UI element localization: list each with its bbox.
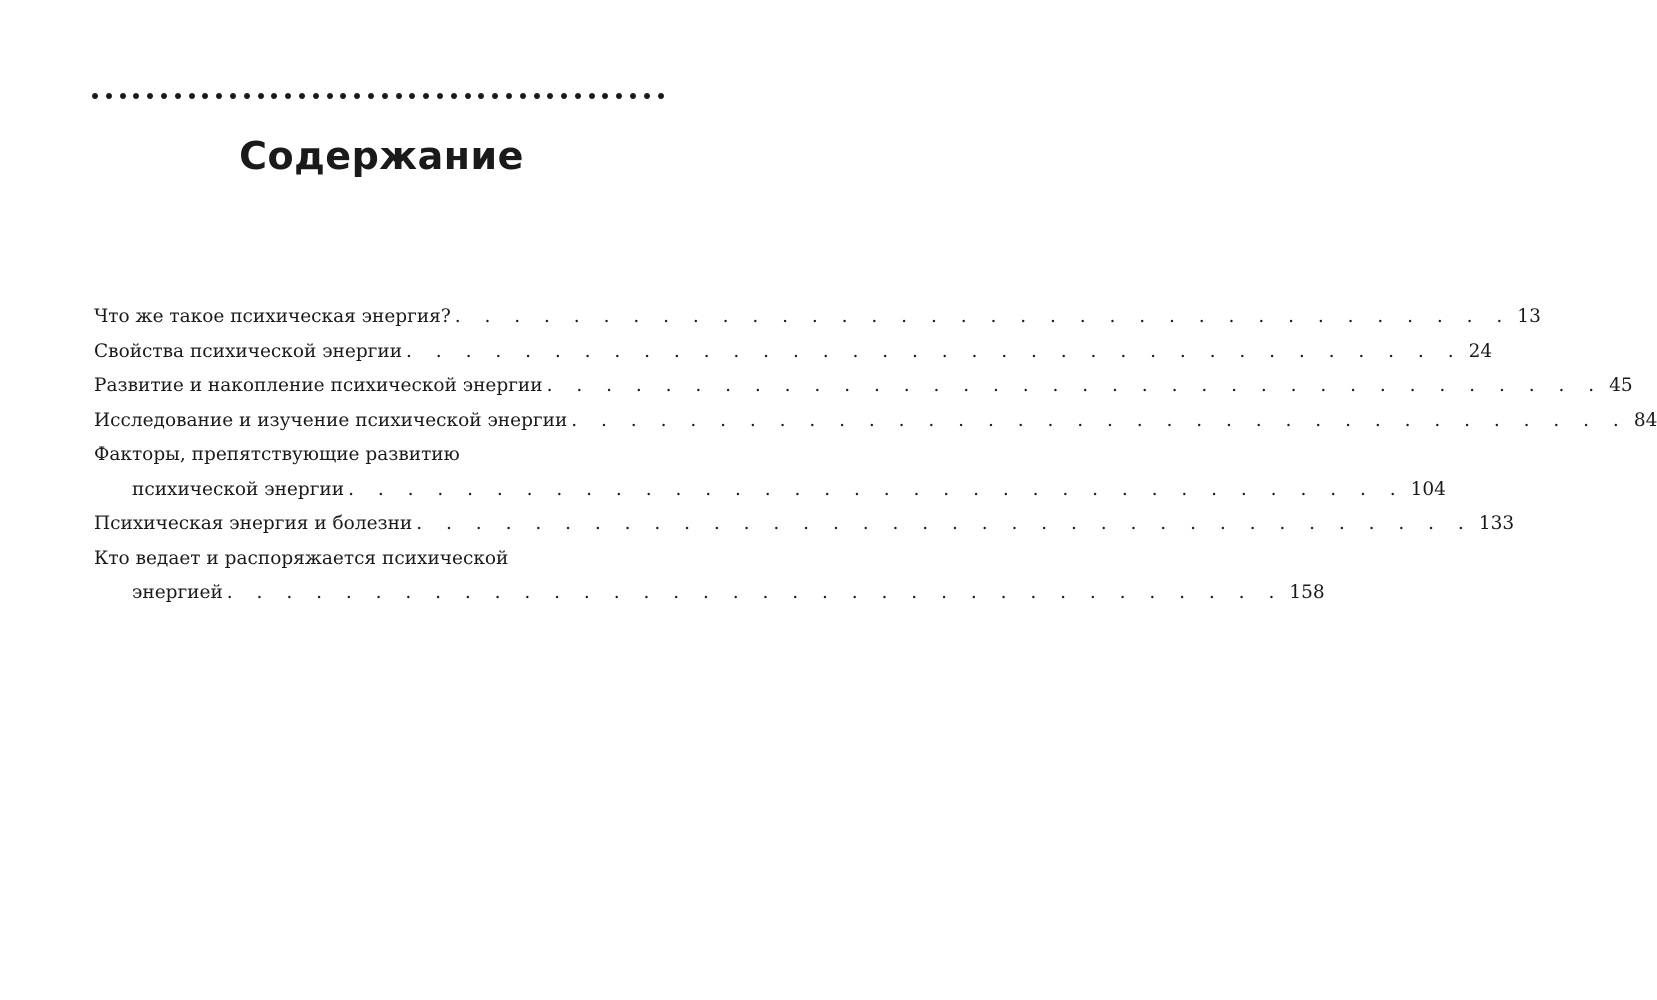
toc-leader-dots: . . . . . . . . . . . . . . . . . . . . . . . . . . . . . . . . . . . . xyxy=(416,513,1473,534)
toc-entry-title: Свойства психической энергии xyxy=(94,340,403,362)
toc-page-number: 158 xyxy=(1289,582,1325,603)
toc-entry-title: Что же такое психическая энергия? xyxy=(94,306,451,327)
toc-entry-title: Факторы, препятствующие развитию xyxy=(94,444,460,465)
toc-entry xyxy=(94,335,1493,370)
decorative-dot-rule xyxy=(92,89,664,103)
toc-page-number: 104 xyxy=(1410,478,1446,500)
toc-leader-dots: . . . . . . . . . . . . . . . . . . . . . . . . . . . . . . . . . . . . xyxy=(406,340,1463,362)
toc-entry xyxy=(94,438,662,473)
toc-entry-continuation xyxy=(94,576,1325,611)
toc-entry-title: Кто ведает и распоряжается психической xyxy=(94,547,509,569)
table-of-contents xyxy=(94,300,1657,611)
toc-entry xyxy=(94,542,662,577)
toc-entry-title-continued: психической энергии xyxy=(132,478,345,500)
toc-entry xyxy=(94,369,1633,404)
toc-page-number: 24 xyxy=(1468,340,1493,362)
toc-entry-title: Развитие и накопление психической энергии xyxy=(94,375,543,396)
toc-page-number: 13 xyxy=(1517,306,1541,327)
toc-entry-continuation xyxy=(94,473,1446,508)
toc-entry-title: Психическая энергия и болезни xyxy=(94,513,413,534)
toc-leader-dots: . . . . . . . . . . . . . . . . . . . . . . . . . . . . . . . . . . . . xyxy=(348,478,1405,500)
toc-page-number: 133 xyxy=(1478,513,1515,534)
toc-entry xyxy=(94,300,1541,335)
toc-leader-dots: . . . . . . . . . . . . . . . . . . . . . . . . . . . . . . . . . . . . xyxy=(546,375,1604,396)
toc-entry xyxy=(94,404,1657,439)
toc-leader-dots: . . . . . . . . . . . . . . . . . . . . . . . . . . . . . . . . . . . . xyxy=(571,409,1628,431)
page-title: Содержание xyxy=(239,134,524,178)
toc-page-number: 84 xyxy=(1633,409,1657,431)
toc-entry xyxy=(94,507,1515,542)
toc-page-number: 45 xyxy=(1609,375,1633,396)
toc-entry-title-continued: энергией xyxy=(132,582,223,603)
toc-leader-dots: . . . . . . . . . . . . . . . . . . . . . . . . . . . . . . . . . . . . xyxy=(226,582,1284,603)
toc-leader-dots: . . . . . . . . . . . . . . . . . . . . . . . . . . . . . . . . . . . . xyxy=(454,306,1512,327)
toc-entry-title: Исследование и изучение психической энергии xyxy=(94,409,568,431)
